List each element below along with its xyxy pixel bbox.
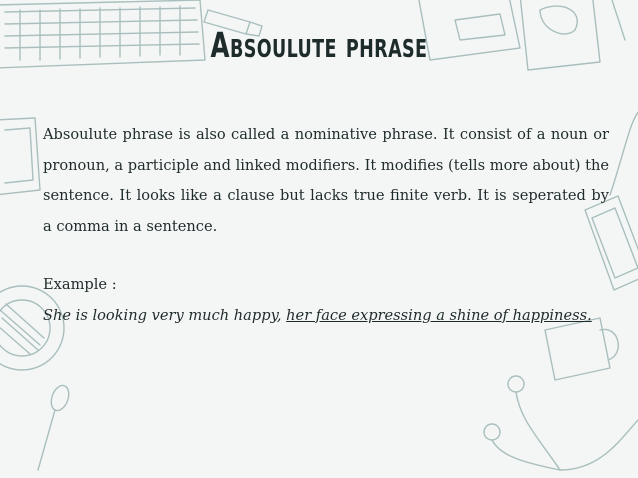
example-absolute-phrase: her face expressing a shine of happiness. [286, 306, 592, 324]
slide-content [43, 120, 609, 331]
tablet-icon [0, 118, 40, 195]
example-label: Example : [43, 276, 117, 293]
slide-title: Absoulute phrase [210, 26, 428, 66]
spoon-icon [38, 383, 72, 470]
example-main-clause: She is looking very much happy, [43, 306, 287, 324]
definition-paragraph: Absoulute phrase is also called a nominative phrase. It consist of a noun or pronoun, a participle and linked modifiers. It modifies (tells more about) the sentence. It looks like a clause but lacks true finite verb. It is seperated by a comma in a sentence. [43, 126, 609, 235]
earphones-icon [484, 376, 638, 470]
example-sentence [43, 301, 609, 332]
